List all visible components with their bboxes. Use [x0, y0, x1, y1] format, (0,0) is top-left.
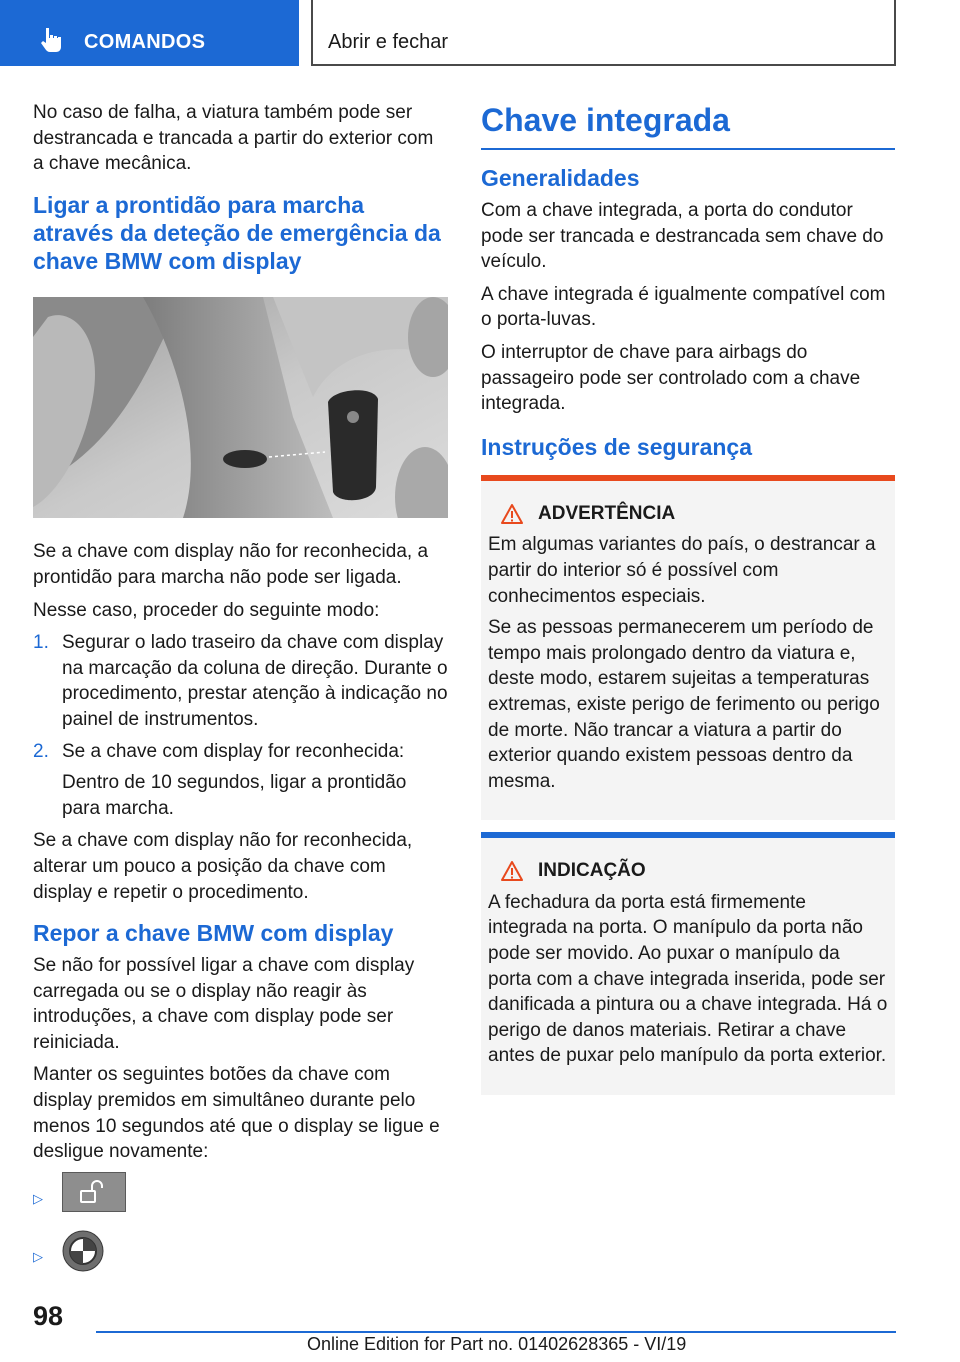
heading-reset-key: Repor a chave BMW com display: [33, 920, 394, 947]
button-bullet: [33, 1230, 448, 1272]
step-number: 1.: [33, 632, 49, 654]
general-paragraph-3: O interruptor de chave para airbags do passageiro pode ser controlado com a chave integrada.: [481, 341, 861, 415]
notice-paragraph: A fechadura da porta está firmemente integrada na porta. O manípulo da porta não pode ser movido. Ao puxar o manípulo da porta com a chave integrada inserida, pode ser danificada a pintura ou a chave integrada. Há o perigo de danos materiais. Retirar a chave antes de puxar pelo manípulo da porta exterior.: [488, 891, 888, 1067]
general-paragraph-1: Com a chave integrada, a porta do condutor pode ser trancada e destrancada sem chave do veículo.: [481, 200, 884, 273]
procedure-steps: [33, 630, 448, 764]
hand-pointer-icon: [38, 26, 64, 52]
procedure-intro: Nesse caso, proceder do seguinte modo:: [33, 599, 380, 621]
hold-buttons-paragraph: Manter os seguintes botões da chave com display premidos em simultâneo durante pelo menos 10 segundos até que o display se ligue e desligue novamente:: [33, 1064, 440, 1163]
warning-title-text: ADVERTÊNCIA: [538, 502, 676, 524]
integrated-key-title: Chave integrada: [481, 100, 895, 150]
step-item: [33, 630, 448, 732]
warning-title: [488, 501, 888, 527]
steering-column-key-photo: [33, 297, 448, 518]
heading-general: Generalidades: [481, 165, 640, 191]
not-recognized-paragraph: Se a chave com display não for reconhecida, a prontidão para marcha não pode ser ligada.: [33, 541, 429, 588]
warning-triangle-icon: [500, 503, 524, 525]
edition-text: Online Edition for Part no. 01402628365 - VI/19: [307, 1334, 687, 1354]
step2-detail: Dentro de 10 segundos, ligar a prontidão para marcha.: [62, 772, 407, 819]
heading-safety: Instruções de segurança: [481, 433, 752, 460]
page-number: 98: [33, 1301, 64, 1331]
warning-bar: [481, 475, 895, 481]
section-tab[interactable]: [0, 0, 299, 66]
intro-paragraph: No caso de falha, a viatura também pode ser destrancada e trancada a partir do exterior com a chave mecânica.: [33, 102, 434, 175]
step-text: Se a chave com display for reconhecida:: [62, 740, 405, 762]
reset-paragraph: Se não for possível ligar a chave com display carregada ou se o display não reagir às introduções, a chave com display pode ser reiniciada.: [33, 955, 415, 1053]
step-text: Segurar o lado traseiro da chave com display na marcação da coluna de direção. Durante o procedimento, prestar atenção à indicação no painel de instrumentos.: [62, 632, 448, 730]
general-paragraph-2: A chave integrada é igualmente compatível com o porta-luvas.: [481, 283, 886, 331]
section-label: COMANDOS: [84, 31, 206, 53]
warning-paragraph-1: Em algumas variantes do país, o destrancar a partir do interior só é possível com conhecimentos especiais.: [488, 534, 876, 607]
step-number: 2.: [33, 740, 49, 762]
left-column: [33, 100, 448, 1272]
warning-box: [481, 475, 895, 821]
notice-title: [488, 858, 888, 884]
unlock-button-icon: [62, 1172, 126, 1212]
subsection-header: [311, 0, 896, 66]
button-bullet: [33, 1172, 448, 1212]
step-item: [33, 739, 448, 765]
bmw-logo-button-icon: [62, 1230, 104, 1272]
notice-title-text: INDICAÇÃO: [538, 860, 646, 882]
warning-paragraph-2: Se as pessoas permanecerem um período de tempo mais prolongado dentro da viatura e, deste modo, estarem sujeitas a temperaturas extremas, existe perigo de ferimento ou perigo de morte. Não trancar a viatura a partir do exterior quando existem pessoas dentro da mesma.: [488, 617, 880, 792]
subsection-label: Abrir e fechar: [328, 31, 449, 53]
heading-emergency-detection: Ligar a prontidão para marcha através da deteção de emergência da chave BMW com display: [33, 191, 441, 274]
retry-paragraph: Se a chave com display não for reconhecida, alterar um pouco a posição da chave com display e repetir o procedimento.: [33, 830, 413, 903]
bullet-marker: ▷: [33, 1248, 43, 1264]
bullet-marker: ▷: [33, 1190, 43, 1206]
notice-box: [481, 832, 895, 1095]
right-column: [481, 100, 895, 1095]
notice-bar: [481, 832, 895, 838]
footer-divider: [96, 1331, 896, 1333]
warning-triangle-icon: [500, 860, 524, 882]
